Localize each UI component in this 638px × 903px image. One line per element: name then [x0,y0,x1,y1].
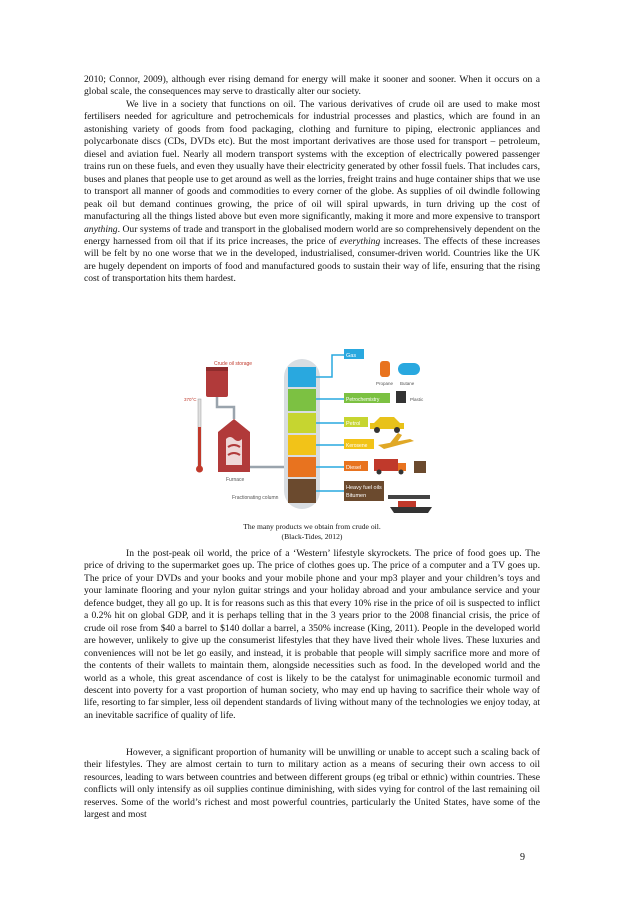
stove-icon [414,461,426,473]
label-propane: Propane [376,381,394,386]
crude-oil-products-figure [184,347,444,517]
label-heavy-fuel-oils: Heavy fuel oils [346,485,382,491]
fractionation-diagram [184,347,444,517]
label-kerosene: Kerosene [346,443,368,449]
paragraph-text: increases. The effects of these increases will be felt by no one worse that we in the developed, industrialised, consumer-driven world. Countries like the UK are hugely dependent on imports of food and manufactured goods to sustain their way of life, ensuring that the rising cost of transportation hits them hardest. [84,235,540,285]
paragraph-conflict: However, a significant proportion of humanity will be unwilling or unable to accept such a scaling back of their lifestyles. They are almost certain to turn to military action as a means of securing their own access to oil resources, leading to wars between countries and between different groups (eg tribal or ethnic) within countries. These conflicts will only intensify as oil supplies continue diminishing, with sides vying for control of the last remaining oil reserves. Some of the world’s richest and most powerful countries, particularly the United States, have some of the largest and most [84,747,540,821]
label-petrochemistry: Petrochemistry [346,397,380,403]
car-icon [370,417,404,429]
paragraph-text: . Our systems of trade and transport in the globalised modern world are so comprehensively dependent on the energy harnessed from oil that if its price increases, the price of [84,223,540,247]
label-fractionating-column: Fractionating column [232,495,279,501]
label-bitumen: Bitumen [346,493,367,499]
ship-icon [390,507,432,513]
propane-cylinder-icon [380,361,390,377]
emphasis-everything: everything [339,235,381,247]
butane-tank-icon [398,363,420,375]
label-butane: Butane [400,381,415,386]
label-gas: Gas [346,353,357,359]
page-number: 9 [520,852,525,863]
plastic-bottle-icon [396,391,406,403]
label-furnace: Furnace [226,477,245,483]
label-crude-oil-storage: Crude oil storage [214,361,253,367]
label-petrol: Petrol [346,421,361,427]
label-diesel: Diesel [346,465,362,471]
caption-title: The many products we obtain from crude oil. [243,522,381,531]
label-temperature: 370°C [184,397,197,402]
label-plastic: Plastic [410,397,424,402]
truck-icon [374,459,398,471]
airplane-icon [378,433,414,449]
storage-tank-icon [206,369,228,397]
paragraph-oil-society [84,99,540,286]
paragraph-text: We live in a society that functions on oil. The various derivatives of crude oil are used to make most fertilisers needed for agriculture and petrochemicals for industrial processes and plastics, which are found in an astonishing variety of goods from food packaging, clothing and furniture to piping, electronic appliances and polycarbonate discs (CDs, DVDs etc). But the most important derivatives are those used for transport – petroleum, diesel and aviation fuel. Nearly all modern transport systems with the exception of electrically powered passenger trains run on these fuels, and even they usually have their electricity generated by other fossil fuels. That includes cars, buses and planes that people use to get around as well as the lorries, freight trains and huge container ships that we use to transport all manner of goods and commodities to every corner of the globe. As supplies of oil dwindle following peak oil but demand continues growing, the price of oil will spiral upwards, in turn driving up the cost of manufacturing all the things listed above but even more significantly, making it more and more expensive to transport [84,99,540,223]
paragraph-post-peak: In the post-peak oil world, the price of a ‘Western’ lifestyle skyrockets. The price of food goes up. The price of driving to the supermarket goes up. The price of clothes goes up. The price of a computer and a TV goes up. The price of your DVDs and your books and your mobile phone and your mp3 player and your children’s toys and your laminate flooring and your nylon guitar strings and your holiday abroad and your ambulance service and your defence budget, they all go up. It is for reasons such as this that every 10% rise in the price of oil is suspected to inflict a 0.2% hit on global GDP, and it is perhaps telling that in the 3 years prior to the 2008 financial crisis, the price of crude oil rose from $40 a barrel to $140 dollar a barrel, a 350% increase (King, 2011). People in the developed world are however, unlikely to give up the consumerist lifestyles that they have lived their whole lives. These luxuries and conveniences will not be let go easily, and instead, it is probable that people will simply sacrifice more and more of the contents of their wallets to maintain them, alongside necessities such as food. In the developed world and the world as a whole, this great ascendance of cost is likely to be the catalyst for unimaginable economic turmoil and descent into poverty for a vast proportion of human society, who may end up having to sacrifice their whole way of life, resorting to far simpler, less oil dependent standards of living without many of the technologies we enjoy today, at an inevitable sacrifice of quality of life. [84,548,540,721]
caption-source: (Black-Tides, 2012) [281,532,343,541]
figure-caption [84,522,540,542]
thermometer-icon [196,466,203,473]
paragraph-intro: 2010; Connor, 2009), although ever rising demand for energy will make it sooner and sooner. When it occurs on a global scale, the consequences may serve to drastically alter our society. [84,74,540,98]
emphasis-anything: anything [84,223,118,235]
road-icon [388,495,430,499]
